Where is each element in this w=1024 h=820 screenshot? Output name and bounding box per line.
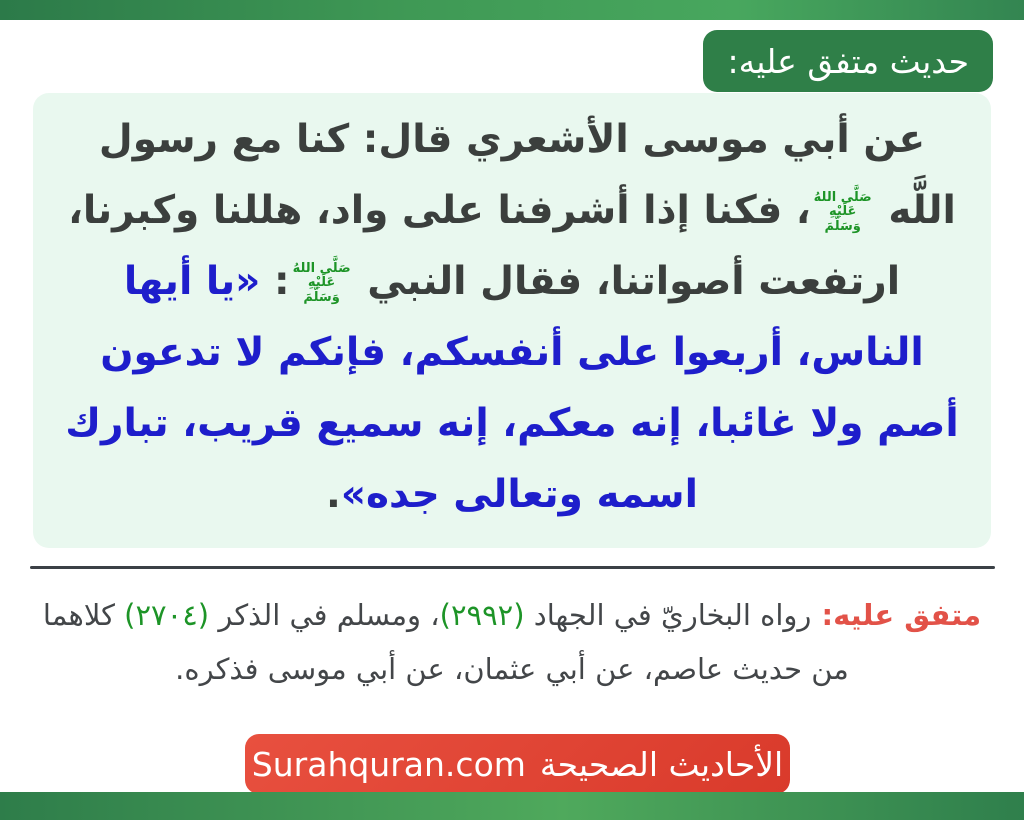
salla-line-2: عَلَيْهِ [307,275,336,291]
attribution-source-bukhari: رواه البخاريّ في الجهاد [524,598,812,632]
attribution-text [28,588,996,696]
bukhari-reference-number: (٢٩٩٢) [439,598,525,632]
hadith-period: . [326,471,341,517]
attribution-source-muslim: ، ومسلم في الذكر [209,598,440,632]
site-badge-domain: Surahquran.com [251,744,526,784]
prophet-quote: «يا أيها الناس، أربعوا على أنفسكم، فإنكم لا تدعون أصم ولا غائبا، إنه معكم، إنه سميع قريب، تبارك اسمه وتعالى جده» [65,258,959,517]
salla-line-3: وَسَلَّمَ [824,218,861,234]
attribution-label: متفق عليه: [811,598,982,632]
salla-line-1: صَلَّى اللهُ [292,260,351,276]
hadith-colon: : [260,258,290,304]
salla-line-3: وَسَلَّمَ [303,289,340,305]
site-badge-arabic-label: الأحاديث الصحيحة [539,744,784,784]
attribution-chain: كلاهما من حديث عاصم، عن أبي عثمان، عن أبي موسى فذكره. [42,598,849,687]
salla-symbol [293,262,351,306]
salla-symbol [814,191,872,235]
hadith-narration-middle: ، فكنا إذا أشرفنا على واد، هللنا وكبرنا، ارتفعت أصواتنا، فقال النبي [68,187,901,304]
section-divider [30,566,995,569]
site-badge[interactable] [245,734,790,794]
salla-line-1: صَلَّى اللهُ [813,189,872,205]
hadith-narration-intro: عن أبي موسى الأشعري قال: كنا مع رسول اللَّه [98,117,956,233]
bottom-green-bar [0,792,1024,820]
hadith-type-badge [703,30,993,92]
hadith-type-label: حديث متفق عليه: [727,41,969,81]
muslim-reference-number: (٢٧٠٤) [124,598,210,632]
top-green-bar [0,0,1024,20]
salla-line-2: عَلَيْهِ [829,204,857,220]
hadith-text-box [33,93,991,548]
